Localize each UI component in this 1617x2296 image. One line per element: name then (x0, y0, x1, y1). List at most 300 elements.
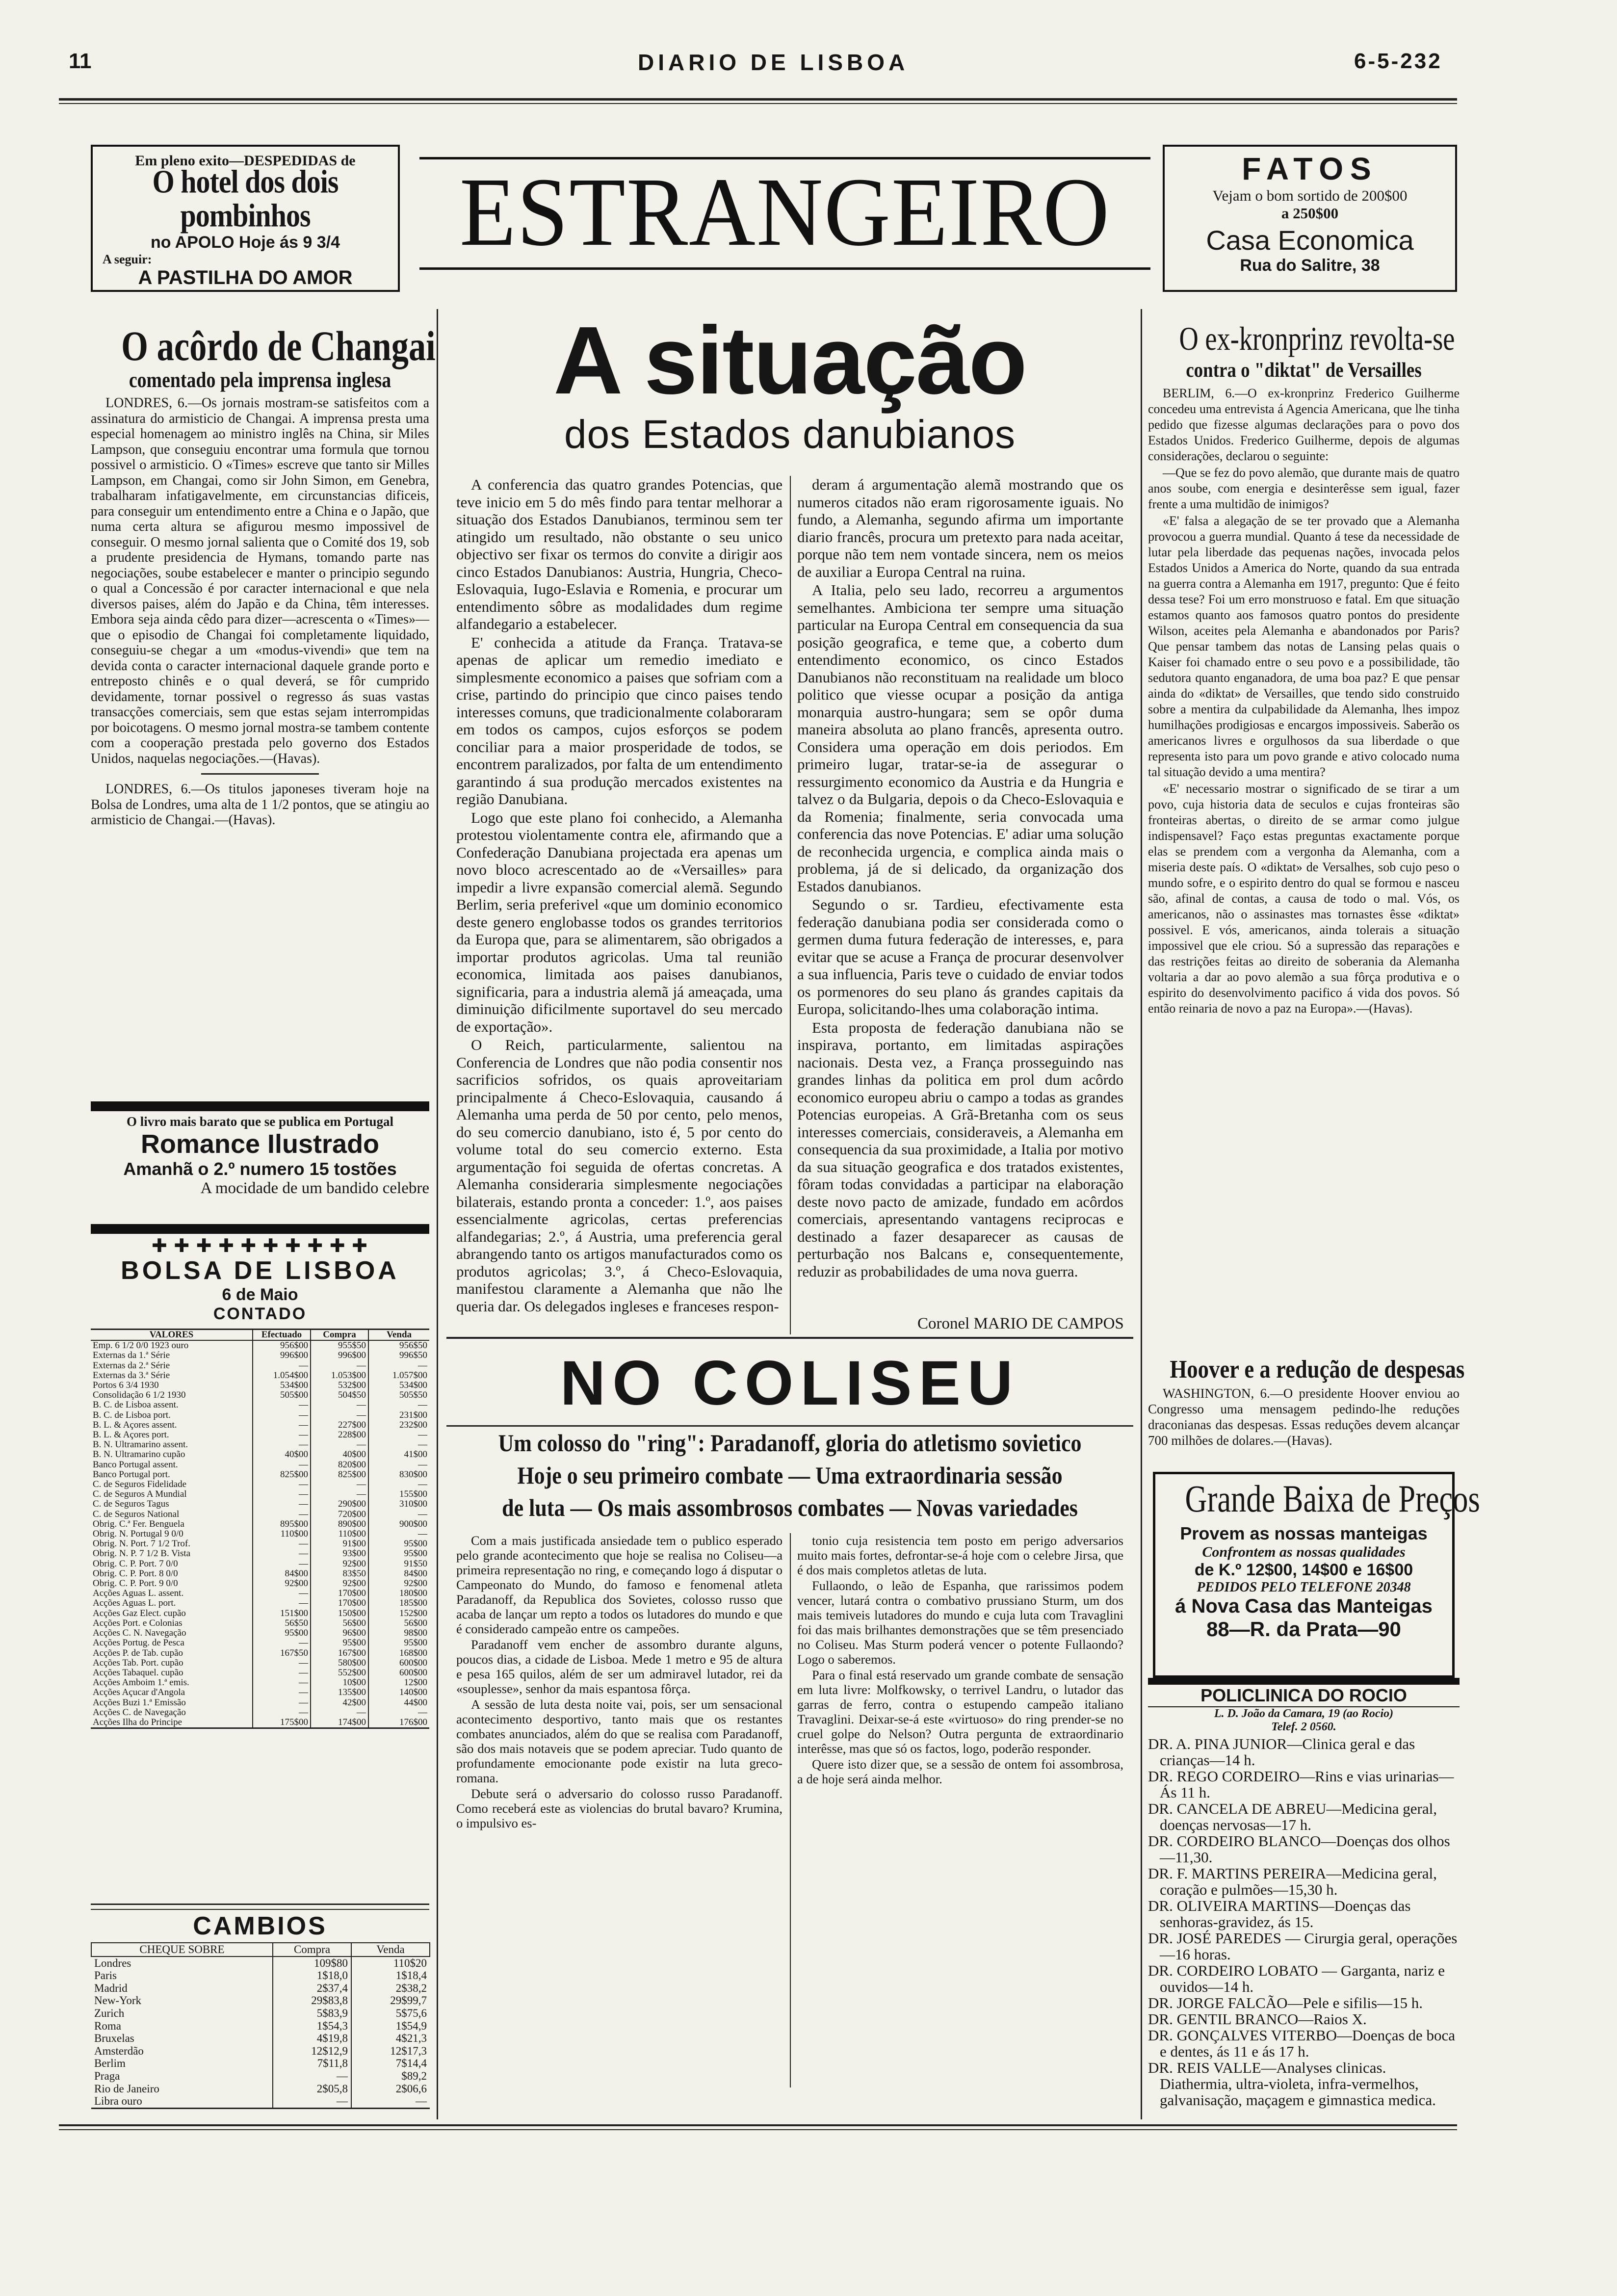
bolsa-row (91, 1381, 429, 1390)
row-label: Consolidação 6 1/2 1930 (93, 1390, 186, 1401)
ad-fatos-title: FATOS (1242, 151, 1378, 186)
coliseu-paragraph: tonio cuja resistencia tem posto em perigo adversarios muito mais fortes, defrontar-se-á hoje com o celebre Jirsa, que é dos mais completos atletas de luta. (797, 1533, 1123, 1577)
cambio-row (91, 2032, 430, 2045)
row-value: 110$00 (311, 1529, 368, 1539)
row-label: Acções Tab. Port. cupão (93, 1658, 183, 1668)
romance-line2: Romance Ilustrado (140, 1129, 380, 1159)
row-value: — (253, 1708, 311, 1718)
row-value: 600$00 (368, 1668, 429, 1678)
row-value: — (253, 1510, 311, 1519)
row-value: — (253, 1658, 311, 1668)
kronprinz-paragraph: BERLIM, 6.—O ex-kronprinz Frederico Guilherme concedeu uma entrevista á Agencia Americana, que lhe tinha pedido que fizesse algumas declarações para o povo dos Estados Unidos. Frederico Guilherme, depois de algumas considerações, declarou o seguinte: (1148, 386, 1460, 463)
bolsa-row (91, 1351, 429, 1360)
row-value: — (311, 1410, 368, 1420)
page-number: 11 (69, 49, 92, 73)
coliseu-paragraph: Debute será o adversario do colosso russo Paradanoff. Como receberá este as violencias do brutal bavaro? Krumina, o impulsivo es- (456, 1786, 782, 1830)
row-value: 7$11,8 (273, 2057, 351, 2070)
row-value: 135$00 (311, 1688, 368, 1697)
row-value: — (253, 1499, 311, 1509)
row-value: 996$50 (368, 1351, 429, 1360)
row-value: 40$00 (311, 1450, 368, 1460)
row-value: 7$14,4 (351, 2057, 430, 2070)
doctor-entry: DR. CANCELA DE ABREU—Medicina geral, doenças nervosas—17 h. (1148, 1800, 1437, 1833)
manteigas-title: Grande Baixa de Preços (1185, 1477, 1480, 1520)
ad-apolo-line5: A PASTILHA DO AMOR (138, 267, 353, 288)
coliseu-col1 (456, 1533, 782, 1831)
bolsa-row (91, 1489, 429, 1499)
row-value: 1$54,3 (273, 2020, 351, 2033)
row-label: B. N. Ultramarino cupão (93, 1450, 185, 1460)
cambio-row (91, 2070, 430, 2083)
row-value: 227$00 (311, 1420, 368, 1430)
issue-date: 6-5-232 (1354, 49, 1442, 73)
row-value: 5$75,6 (351, 2007, 430, 2020)
row-value: — (253, 1549, 311, 1559)
column-header: CHEQUE SOBRE (91, 1943, 273, 1957)
row-label: Obrig. C. P. Port. 9 0/0 (93, 1579, 178, 1589)
bolsa-row (91, 1510, 429, 1519)
row-value: 890$00 (311, 1519, 368, 1529)
row-value: — (253, 1489, 311, 1499)
row-value: 151$00 (253, 1609, 311, 1618)
danubio-paragraph: E' conhecida a atitude da França. Tratava-se apenas de aplicar um remedio imediato e simplesmente economico a paises que sofriam com a crise, partindo do principio que cinco paises tendo interesses comuns, que tradicionalmente colaboraram em todos os campos, cujos esforços se podem conciliar para a maior prosperidade de todos, se encontrem paralizados, por falta de um entendimento garantindo á sua produção mercados existentes na região Danubiana. (456, 633, 782, 808)
bolsa-row (91, 1410, 429, 1420)
row-value: 1$18,0 (273, 1969, 351, 1982)
cambio-row (91, 2057, 430, 2070)
row-value: 12$12,9 (273, 2045, 351, 2058)
coliseu-paragraph: Para o final está reservado um grande combate de sensação em luta livre: Molfkowsky, o terrivel Landru, o lutador das garras de ferro, contra o estupendo campeão italiano Travaglini. Deixar-se-á este «virtuoso» do ring prender-se no cruel golpe do Nelson? Outra pergunta de extraordinario interêsse, mas que só os factos, logo, poderão responder. (797, 1668, 1123, 1756)
bolsa-row (91, 1598, 429, 1608)
row-value: 12$17,3 (351, 2045, 430, 2058)
row-value: 84$00 (253, 1569, 311, 1579)
row-label: Acções Tabaquel. cupão (93, 1668, 183, 1678)
column-header: Venda (368, 1330, 429, 1341)
changai-headline: O acôrdo de Changai (121, 322, 436, 369)
danubio-paragraph: deram á argumentação alemã mostrando que os numeros citados não eram rigorosamente iguais. No fundo, a Alemanha, segundo afirma um importante diario francês, procura um pretexto para nada aceitar, porque não tem nem vontade sincera, nem os meios de auxiliar a Europa Central na ruina. (797, 476, 1123, 580)
row-value: 12$00 (368, 1678, 429, 1688)
row-value: 1.053$00 (311, 1371, 368, 1381)
bolsa-row (91, 1609, 429, 1618)
row-label: Banco Portugal port. (93, 1469, 170, 1480)
manteigas-line4: PEDIDOS PELO TELEFONE 20348 (1197, 1580, 1411, 1595)
danubio-paragraph: O Reich, particularmente, salientou na Conferencia de Londres que não podia consentir nos sacrificios sofridos, os quais aproveitariam principalmente á Checo-Eslovaquia, causando á Alemanha uma perda de 50 por cento, pelo menos, do seu comercio danubiano, isto é, 5 por cento do volume total do seu comercio externo. Esta argumentação foi seguida de ofertas concretas. A Alemanha consideraria simplesmente negociações bilaterais, estando pronta a conceder: 1.º, aos paises essencialmente agricolas, certas preferencias alfandegarias; 2.º, á Austria, uma preferencia geral abrangendo tanto os artigos manufacturados como os produtos agricolas; 3.º, á Checo-Eslovaquia, manifestou claramente a Alemanha que não lhe queria dar. Os delegados ingleses e franceses respon- (456, 1036, 782, 1315)
kronprinz-headline: O ex-kronprinz revolta-se (1179, 320, 1455, 357)
column-header: Compra (273, 1943, 351, 1957)
row-label: Roma (94, 2019, 121, 2032)
column-rule-left (437, 309, 438, 2119)
row-label: Berlim (94, 2057, 126, 2070)
kronprinz-subhead: contra o "diktat" de Versailles (1186, 359, 1422, 382)
danubio-col2 (797, 476, 1123, 1281)
row-label: Banco Portugal assent. (93, 1460, 178, 1470)
row-label: Amsterdão (94, 2044, 144, 2057)
row-value: 504$50 (311, 1390, 368, 1400)
bolsa-row (91, 1460, 429, 1470)
column-header: Efectuado (253, 1330, 311, 1341)
row-value: — (368, 1529, 429, 1539)
changai-body2: LONDRES, 6.—Os titulos japoneses tiveram hoje na Bolsa de Londres, uma alta de 1 1/2 pontos, que se atingiu ao armisticio de Changai.—(Havas). (91, 782, 429, 828)
row-label: B. L. & Açores assent. (93, 1420, 177, 1430)
row-label: Acções Ilha do Principe (93, 1717, 183, 1727)
bolsa-row (91, 1420, 429, 1430)
row-value: 150$00 (311, 1609, 368, 1618)
row-value: 95$00 (368, 1549, 429, 1559)
cambio-row (91, 1994, 430, 2007)
bolsa-row (91, 1400, 429, 1410)
cambio-row (91, 2045, 430, 2058)
ad-manteigas (1153, 1472, 1480, 1678)
row-value: — (253, 1668, 311, 1678)
cambios-top-rule (91, 1904, 429, 1910)
cambio-row (91, 1982, 430, 1995)
row-value: 92$00 (368, 1579, 429, 1589)
row-value: — (311, 1708, 368, 1718)
article-hoover (1148, 1354, 1465, 1449)
doctor-entry: DR. F. MARTINS PEREIRA—Medicina geral, coração e pulmões—15,30 h. (1148, 1865, 1437, 1898)
danubio-signature: Coronel MARIO DE CAMPOS (917, 1315, 1124, 1332)
doctor-entry: DR. GENTIL BRANCO—Raios X. (1148, 2010, 1367, 2028)
row-label: Acções Aguas L. assent. (93, 1589, 184, 1599)
bolsa-row (91, 1361, 429, 1371)
bolsa-row (91, 1648, 429, 1658)
hoover-body-wrap (1148, 1385, 1460, 1448)
row-value: 505$50 (368, 1390, 429, 1400)
bolsa-row (91, 1718, 429, 1728)
row-value: $89,2 (351, 2070, 430, 2083)
row-value: — (253, 1480, 311, 1489)
bolsa-row (91, 1480, 429, 1489)
row-value: 580$00 (311, 1658, 368, 1668)
row-value: 996$00 (253, 1351, 311, 1360)
row-value: — (368, 1480, 429, 1489)
row-value: 228$00 (311, 1430, 368, 1440)
row-value: 180$00 (368, 1589, 429, 1598)
danubio-col1 (456, 476, 782, 1316)
row-value: 10$00 (311, 1678, 368, 1688)
newspaper-name: DIARIO DE LISBOA (638, 50, 909, 75)
page-header (59, 47, 1447, 81)
hoover-headline: Hoover e a redução de despesas (1170, 1356, 1465, 1383)
doctor-entry: DR. GONÇALVES VITERBO—Doenças de boca e dentes, ás 11 e ás 17 h. (1148, 2027, 1455, 2060)
column-header: VALORES (91, 1330, 253, 1341)
row-label: Externas da 2.ª Série (93, 1360, 170, 1371)
row-label: Paris (94, 1969, 117, 1982)
row-value: 155$00 (368, 1489, 429, 1499)
cambios-title: CAMBIOS (193, 1912, 327, 1940)
row-value: — (311, 1400, 368, 1410)
ad-apolo (91, 145, 400, 292)
bolsa-row (91, 1628, 429, 1638)
row-value: — (253, 1598, 311, 1608)
row-value: — (253, 1688, 311, 1697)
row-value: 825$00 (311, 1470, 368, 1480)
row-value: 2$37,4 (273, 1982, 351, 1995)
row-value: 93$00 (311, 1549, 368, 1559)
bolsa-row (91, 1688, 429, 1697)
row-value: 56$00 (311, 1618, 368, 1628)
bolsa-row (91, 1529, 429, 1539)
cambios-table (91, 1942, 430, 2109)
row-value: 900$00 (368, 1519, 429, 1529)
column-header: Compra (311, 1330, 368, 1341)
bolsa-row (91, 1569, 429, 1579)
row-value: — (253, 1698, 311, 1708)
row-value: 91$00 (311, 1539, 368, 1549)
row-value: — (368, 1430, 429, 1440)
ad-apolo-line1: Em pleno exito—DESPEDIDAS de (135, 153, 356, 169)
policlinica-list (1148, 1736, 1460, 2108)
row-value: 92$00 (311, 1559, 368, 1569)
changai-body2-wrap (91, 782, 429, 828)
row-label: C. de Seguros National (93, 1509, 180, 1519)
row-value: 2$05,8 (273, 2083, 351, 2095)
kronprinz-paragraph: «E' falsa a alegação de se ter provado que a Alemanha provocou a guerra mundial. Quanto á tese da necessidade de lutar pela liberdade das pequenas nações, invocada pelos Estados Unidos a America do Norte, quando da sua entrada na guerra contra a Alemanha em 1917, pregunto: Que é feito dessa tese? Foi um erro monstruoso e fatal. Em que situação estamos quanto aos famosos quatro pontos do presidente Wilson, aceites pela Alemanha e abandonados por Paris? Que pensar tambem das notas de Lansing pelas quais o Kaiser foi chamado entre o seu povo e a possibilidade, tão sedutora quanto enganadora, de uma boa paz? E que pensar ainda do «diktat» de Versailles, que tendo sido construido sobre a mentira da culpabilidade da Alemanha, lhes impoz humilhações prodigiosas e encargos impossiveis. Saberão os americanos livres e orgulhosos da sua liberdade o que representa isto para um povo grande e ativo colocado numa tal situação devido a uma mentira? (1148, 514, 1460, 779)
row-value: 4$19,8 (273, 2032, 351, 2045)
row-value: 5$83,9 (273, 2007, 351, 2020)
cambio-row (91, 1969, 430, 1982)
danubio-subhead: dos Estados danubianos (564, 412, 1016, 457)
row-value: — (253, 1539, 311, 1549)
column-header: Venda (351, 1943, 430, 1957)
article-kronprinz (1148, 319, 1460, 1018)
row-value: — (273, 2070, 351, 2083)
bolsa-section (91, 1236, 429, 1729)
ad-apolo-title: O hotel dos dois pombinhos (152, 163, 339, 234)
row-value: 92$00 (253, 1579, 311, 1589)
row-value: 830$00 (368, 1470, 429, 1480)
row-value: 95$00 (368, 1638, 429, 1648)
bolsa-row (91, 1440, 429, 1450)
romance-line1: O livro mais barato que se publica em Portugal (127, 1114, 393, 1129)
row-label: Madrid (94, 1982, 128, 1994)
row-value: 174$00 (311, 1718, 368, 1728)
row-value: 152$00 (368, 1609, 429, 1618)
row-value: 232$00 (368, 1420, 429, 1430)
doctor-entry: DR. A. PINA JUNIOR—Clinica geral e das crianças—14 h. (1148, 1735, 1415, 1769)
row-value: 956$00 (253, 1340, 311, 1351)
row-label: Acções Amboim 1.ª emis. (93, 1678, 189, 1688)
policlinica (1148, 1678, 1460, 2108)
row-value: 29$83,8 (273, 1994, 351, 2007)
row-value: 41$00 (368, 1450, 429, 1460)
manteigas-line3: de K.º 12$00, 14$00 e 16$00 (1194, 1561, 1413, 1579)
row-value: — (253, 1410, 311, 1420)
row-label: B. L. & Açores port. (93, 1430, 169, 1440)
row-value: 720$00 (311, 1510, 368, 1519)
row-value: 175$00 (253, 1718, 311, 1728)
row-label: Acções Portug. de Pesca (93, 1638, 184, 1648)
row-value: 534$00 (368, 1381, 429, 1390)
ad-fatos (1163, 145, 1457, 292)
danubio-paragraph: Logo que este plano foi conhecido, a Alemanha protestou violentamente contra ele, afirmando que a Confederação Danubiana projectada era apenas um novo bloco acrescentado ao de «Versailles» para impedir a livre expansão comercial alemã. Segundo Berlim, seria preferivel «que um dominio economico deste genero englobasse todos os grandes territorios da Europa que, para se alimentarem, são obrigados a importar produtos agricolas. Uma tal reunião economica, limitada aos paises danubianos, significaria, para a industria alemã já ameaçada, uma diminuição dificilmente suportavel do seu mercado de exportação». (456, 809, 782, 1035)
changai-body: LONDRES, 6.—Os jornais mostram-se satisfeitos com a assinatura do armisticio de Changai. A imprensa presta uma especial homenagem ao ministro inglês na China, sir Miles Lampson, que conseguiu encontrar uma formula que tornou possivel o armisticio. O «Times» escreve que tanto sir Milles Lampson, em Changai, como sir John Simon, em Genebra, trabalharam infatigavelmente, em circunstancias dificeis, para conseguir um entendimento entre a China e o Japão, que numa certa altura se afigurou mesmo impossivel de conseguir. O mesmo jornal salienta que o Comité dos 19, sob a prudente presidencia de Hymans, tomando parte nas negociações, soube estabelecer e manter o principio segundo o qual a Concessão é por caracter internacional e que nela diversos paises, além do Japão e da China, têm interesses. Embora seja ainda cêdo para dizer—acrescenta o «Times»—que o episodio de Changai foi completamente liquidado, conseguiu-se chegar a um «modus-vivendi» que tem na devida conta o caracter internacional daquele grande porto e entreposto chinês e o qual deverá, se fôr cumprido devidamente, tornar possivel o regresso ás suas vastas transacções comerciais, sem que estas sejam interrompidas por boicotagens. O mesmo jornal mostra-se tambem contente com a cooperação prestada pelo governo dos Estados Unidos, naquelas negociações.—(Havas). (91, 395, 429, 766)
ad-apolo-line4: A seguir: (103, 252, 152, 266)
article-coliseu (446, 1347, 1133, 1830)
manteigas-line5: á Nova Casa das Manteigas (1175, 1595, 1433, 1617)
row-label: B. N. Ultramarino assent. (93, 1440, 188, 1450)
kronprinz-body (1148, 386, 1460, 1017)
row-label: Externas da 1.ª Série (93, 1351, 170, 1361)
bolsa-title: BOLSA DE LISBOA (121, 1256, 399, 1285)
changai-body-wrap (91, 395, 429, 766)
bolsa-row (91, 1589, 429, 1598)
row-label: C. de Seguros Fidelidade (93, 1480, 187, 1490)
row-value: 2$06,6 (351, 2083, 430, 2095)
row-value: 95$00 (253, 1628, 311, 1638)
bolsa-row (91, 1549, 429, 1559)
row-value: 1$18,4 (351, 1969, 430, 1982)
header-rule-thin (59, 103, 1457, 104)
bolsa-row (91, 1668, 429, 1678)
danubio-paragraph: A conferencia das quatro grandes Potencias, que teve inicio em 5 do mês findo para tentar melhorar a situação dos Estados Danubianos, terminou sem ter atingido um resultado, não obstante o seu unico objectivo ser fixar os termos do convite a dirigir aos cinco Estados Danubianos: Austria, Hungria, Checo-Eslovaquia, Iugo-Eslavia e Romenia, e procurar um entendimento sôbre as modalidades dum regime alfandegario a estabelecer. (456, 476, 782, 632)
row-value: 185$00 (368, 1598, 429, 1608)
row-value: 95$00 (368, 1539, 429, 1549)
danubio-paragraph: Esta proposta de federação danubiana não se inspirava, portanto, em limitadas aspirações nacionais. Desta vez, a França prosseguindo nas grandes linhas da politica em prol dum acôrdo economico europeu abriu o campo a todas as grandes Potencias europeias. A Grã-Bretanha com os seus interesses comerciais, consideraveis, a Alemanha em consequencia da sua proximidade, a Italia por motivo da sua situação geografica e dos tratados existentes, fôram todas convidadas a participar na elaboração deste novo pacto de amizade, fundado em acôrdos comerciais, apresentando vantagens reciprocas e destinado a fazer desaparecer as causas de perturbação nos Balcans e, consequentemente, reduzir as probabilidades de uma nova guerra. (797, 1018, 1123, 1280)
row-value: — (253, 1638, 311, 1648)
row-value: 42$00 (311, 1698, 368, 1708)
row-value: 955$50 (311, 1340, 368, 1351)
bolsa-row (91, 1499, 429, 1509)
row-value: — (253, 1430, 311, 1440)
row-value: — (311, 1361, 368, 1371)
row-label: Acções Port. e Colonias (93, 1618, 183, 1628)
bolsa-row (91, 1579, 429, 1589)
policlinica-address: L. D. João da Camara, 19 (ao Rocio) (1214, 1707, 1394, 1720)
row-value: 40$00 (253, 1450, 311, 1460)
row-value: 98$00 (368, 1628, 429, 1638)
row-value: 170$00 (311, 1598, 368, 1608)
row-value: 895$00 (253, 1519, 311, 1529)
row-label: Obrig. C. P. Port. 7 0/0 (93, 1559, 178, 1569)
danubio-col-rule (790, 476, 791, 1334)
romance-line4: A mocidade de um bandido celebre (200, 1179, 429, 1197)
row-value: 4$21,3 (351, 2032, 430, 2045)
bolsa-row (91, 1618, 429, 1628)
row-label: Portos 6 3/4 1930 (93, 1381, 159, 1391)
coliseu-sub1: Um colosso do "ring": Paradanoff, gloria do atletismo sovietico (498, 1429, 1082, 1457)
row-value: — (253, 1559, 311, 1569)
bolsa-row (91, 1708, 429, 1718)
row-value: 84$00 (368, 1569, 429, 1579)
bottom-rule (59, 2124, 1457, 2126)
row-value: 600$00 (368, 1658, 429, 1668)
row-value: 110$00 (253, 1529, 311, 1539)
bolsa-row (91, 1450, 429, 1460)
row-value: 505$00 (253, 1390, 311, 1400)
bolsa-row (91, 1340, 429, 1351)
bolsa-row (91, 1678, 429, 1688)
bolsa-row (91, 1390, 429, 1400)
bolsa-row (91, 1371, 429, 1381)
row-label: Acções C. N. Navegação (93, 1628, 186, 1639)
manteigas-line6: 88—R. da Prata—90 (1206, 1618, 1401, 1641)
row-value: 956$50 (368, 1340, 429, 1351)
row-label: C. de Seguros Tagus (93, 1499, 169, 1510)
bolsa-row (91, 1698, 429, 1708)
hoover-body: WASHINGTON, 6.—O presidente Hoover enviou ao Congresso uma mensagem pedindo-lhe reduções draconianas das despesas. Essas reduções devem alcançar 700 milhões de dolares.—(Havas). (1148, 1386, 1460, 1448)
bolsa-row (91, 1539, 429, 1549)
row-value: 532$00 (311, 1381, 368, 1390)
kronprinz-paragraph: «E' necessario mostrar o significado de se tirar a um povo, cuja historia data de seculos e cujas fronteiras são fronteiras abertas, o direito de se armar como julgue indispensavel? Faço estas preguntas exactamente porque elas se prendem com a vergonha da Alemanha, com a miseria deste país. O «diktat» de Versalhes, sob cujo peso o mundo sofre, e o espirito dentro do qual se formou e nasceu são, afinal de contas, a causa de todo o mal. Vós, os americanos, não o assinastes mas tornastes êsse «diktat» possivel. E vós, americanos, ainda tolerais a situação impossivel que ele criou. Só a supressão das reparações e das restrições feitas ao direito de soberania da Alemanha voltaria a dar ao povo alemão a sua fôrça produtiva e o espirito do desenvolvimento pacifico á vida dos povos. Só então reinaria de novo a paz na Europa».—(Havas). (1148, 782, 1460, 1016)
row-value: 170$00 (311, 1589, 368, 1598)
row-value: 110$20 (351, 1957, 430, 1970)
row-value: — (253, 1440, 311, 1450)
ad-apolo-line3: no APOLO Hoje ás 9 3/4 (150, 233, 340, 252)
row-value: 168$00 (368, 1648, 429, 1658)
row-label: Obrig. C.ª Fer. Benguela (93, 1519, 184, 1529)
row-label: Acções Açucar d'Angola (93, 1688, 185, 1698)
column-rule-right (1141, 309, 1142, 2119)
doctor-entry: DR. REGO CORDEIRO—Rins e vias urinarias—Ás 11 h. (1148, 1768, 1454, 1801)
row-value: 1$54,9 (351, 2020, 430, 2033)
coliseu-paragraph: Paradanoff vem encher de assombro durante alguns, poucos dias, a cidade de Lisboa. Mede 1 metro e 95 de altura e pesa 165 quilos, além de ser um admiravel lutador, rei da «souplesse», senhor da mais espantosa fôrça. (456, 1637, 782, 1696)
row-label: B. C. de Lisboa port. (93, 1410, 171, 1420)
row-value: 996$00 (311, 1351, 368, 1360)
policlinica-phone: Telef. 2 0560. (1271, 1721, 1336, 1733)
cambio-row (91, 2020, 430, 2033)
ornament-divider: ✚ ✚ ✚ ✚ ✚ ✚ ✚ ✚ ✚ ✚ (152, 1236, 368, 1256)
doctor-entry: DR. JOSÉ PAREDES — Cirurgia geral, operações—16 horas. (1148, 1930, 1458, 1963)
row-label: Acções Gaz Elect. cupão (93, 1608, 186, 1618)
doctor-entry: DR. CORDEIRO LOBATO — Garganta, nariz e ouvidos—14 h. (1148, 1962, 1445, 1995)
row-value: 290$00 (311, 1499, 368, 1509)
row-label: Acções Aguas L. port. (93, 1598, 176, 1609)
row-label: Obrig. C. P. Port. 8 0/0 (93, 1568, 178, 1579)
row-value: 552$00 (311, 1668, 368, 1678)
cambio-row (91, 2095, 430, 2108)
row-value: — (368, 1361, 429, 1371)
row-label: Obrig. N. P. 7 1/2 B. Vista (93, 1549, 191, 1559)
row-label: C. de Seguros A Mundial (93, 1489, 187, 1500)
bolsa-date: 6 de Maio (222, 1285, 298, 1304)
row-value: — (368, 1510, 429, 1519)
row-value: 310$00 (368, 1499, 429, 1509)
row-value: 95$00 (311, 1638, 368, 1648)
manteigas-line1: Provem as nossas manteigas (1180, 1523, 1428, 1543)
row-value: 83$50 (311, 1569, 368, 1579)
row-label: Obrig. N. Port. 7 1/2 Trof. (93, 1539, 190, 1549)
danubio-headline: A situação (553, 307, 1026, 414)
row-value: 231$00 (368, 1410, 429, 1420)
row-value: 176$00 (368, 1718, 429, 1728)
row-label: Obrig. N. Portugal 9 0/0 (93, 1529, 183, 1539)
header-rule (59, 98, 1457, 101)
cambio-row (91, 2007, 430, 2020)
row-label: New-York (94, 1994, 142, 2007)
row-label: Londres (94, 1957, 131, 1969)
row-label: Acções Buzi 1.ª Emissão (93, 1697, 186, 1708)
divider (201, 773, 319, 775)
coliseu-top-rule (446, 1337, 1133, 1339)
ad-fatos-address: Rua do Salitre, 38 (1240, 256, 1380, 275)
cambio-row (91, 2083, 430, 2095)
row-value: 56$00 (368, 1618, 429, 1628)
coliseu-paragraph: A sessão de luta desta noite vai, pois, ser um sensacional acontecimento desportivo, tanto mais que os restantes combates anunciados, além do que se realisa com Paradanoff, são dos mais notaveis que se podem apreciar. Tudo quanto de profundamente emocionante pode existir na luta greco-romana. (456, 1697, 782, 1785)
row-value: 534$00 (253, 1381, 311, 1390)
row-label: B. C. de Lisboa assent. (93, 1400, 179, 1410)
cambio-row (91, 1957, 430, 1970)
romance-ad (91, 1101, 429, 1234)
section-title-box (419, 157, 1150, 270)
doctor-entry: DR. REIS VALLE—Analyses clinicas. Diathermia, ultra-violeta, infra-vermelhos, galvanisação, maçagem e gimnastica medica. (1148, 2059, 1436, 2109)
kronprinz-paragraph: —Que se fez do povo alemão, que durante mais de quatro anos soube, com energia e desinterêsse sem igual, fazer frente a uma multidão de inimigos? (1148, 466, 1460, 511)
row-value: 1.057$00 (368, 1371, 429, 1381)
row-label: Acções P. de Tab. cupão (93, 1648, 183, 1658)
row-value: 56$50 (253, 1618, 311, 1628)
changai-subhead: comentado pela imprensa inglesa (129, 368, 391, 392)
romance-line3: Amanhã o 2.º numero 15 tostões (123, 1159, 397, 1179)
coliseu-paragraph: Fullaondo, o leão de Espanha, que rarissimos podem vencer, lutará contra o combativo prussiano Sturm, um dos mais temiveis lutadores do mundo e cuja luta com Travaglini foi das mais brilhantes demonstrações que se têm presenciado no Coliseu. Mas Sturm poderá vencer o potente Fullaondo? Logo o saberemos. (797, 1578, 1123, 1667)
